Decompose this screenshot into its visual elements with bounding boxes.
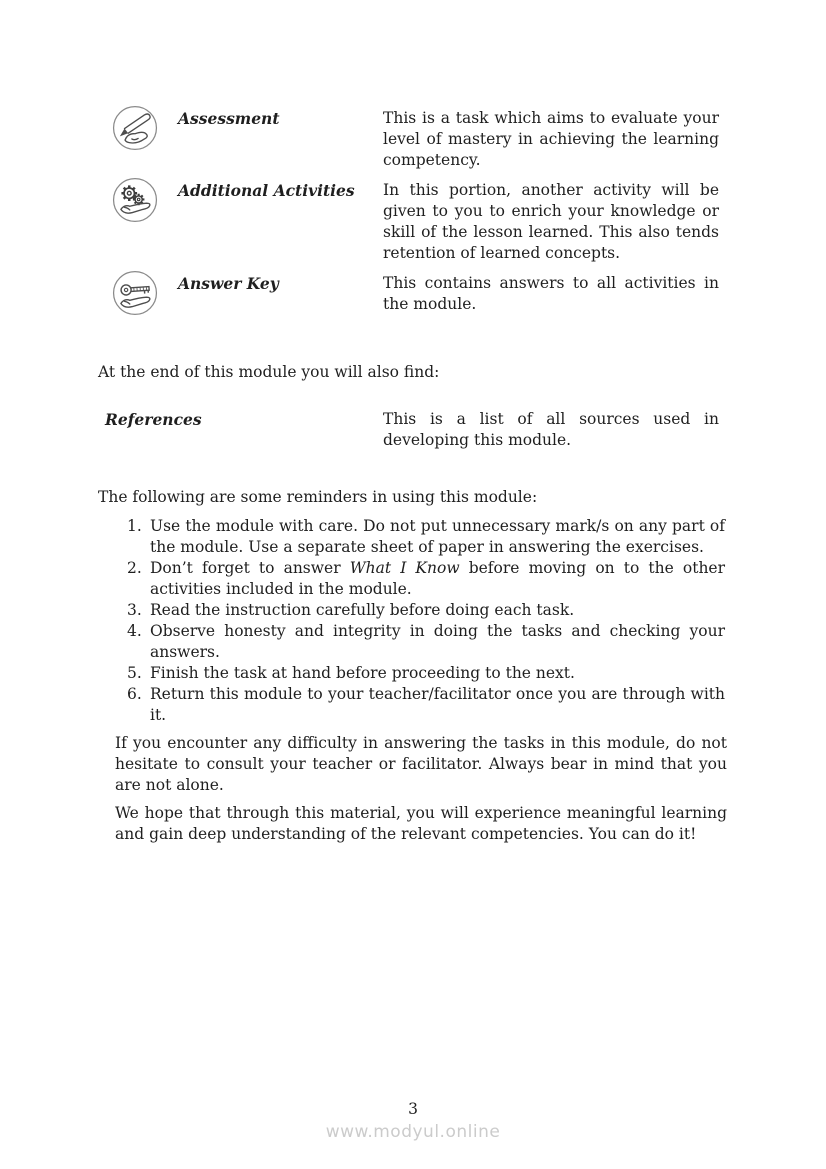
closing-paragraph: If you encounter any difficulty in answering the tasks in this module, do not hesitate to consult your teacher or facilitator. Always bear in mind that you are not alone.: [115, 734, 727, 794]
list-item-number: 3.: [127, 601, 142, 619]
references-row: [98, 409, 719, 451]
list-item-text: Return this module to your teacher/facilitator once you are through with it.: [150, 685, 725, 724]
closing-paragraph: We hope that through this material, you will experience meaningful learning and gain deep understanding of the relevant competencies. You can do it!: [115, 804, 727, 843]
module-part-label: Assessment: [178, 109, 280, 128]
reminders-intro: The following are some reminders in using this module:: [98, 488, 538, 506]
key-on-hand-icon: [112, 270, 158, 316]
list-item-text: Use the module with care. Do not put unnecessary mark/s on any part of the module. Use a separate sheet of paper in answering the exercises.: [150, 517, 725, 556]
list-item: [127, 621, 725, 663]
module-parts-table: [98, 105, 727, 322]
module-part-row-additional-activities: [98, 177, 719, 264]
list-item: [127, 684, 725, 726]
icon-cell: [98, 177, 178, 229]
module-part-row-answer-key: [98, 270, 719, 322]
list-item-number: 5.: [127, 664, 142, 682]
module-part-label: Additional Activities: [178, 181, 355, 200]
watermark: www.modyul.online: [325, 1122, 501, 1142]
list-item-number: 1.: [127, 517, 142, 535]
icon-cell: [98, 270, 178, 322]
list-item-text-segment: Don’t forget to answer: [150, 559, 350, 577]
module-part-description: This is a task which aims to evaluate your level of mastery in achieving the learning competency.: [383, 109, 719, 169]
page-content: [98, 105, 727, 845]
module-part-description: This contains answers to all activities in the module.: [383, 274, 719, 313]
list-item-text: Read the instruction carefully before doing each task.: [150, 601, 575, 619]
reminders-list: [127, 516, 727, 726]
list-item: [127, 516, 725, 558]
list-item-italic-phrase: What I Know: [349, 559, 460, 577]
list-item-number: 6.: [127, 685, 142, 703]
list-item-text-segment: before moving on to the other activities included in the module.: [150, 559, 726, 598]
references-description: This is a list of all sources used in developing this module.: [383, 410, 719, 449]
list-item-text: [150, 558, 725, 600]
list-item: [127, 600, 725, 621]
module-part-row-assessment: [98, 105, 719, 171]
list-item-text: Observe honesty and integrity in doing the tasks and checking your answers.: [150, 622, 725, 661]
list-item-number: 4.: [127, 622, 142, 640]
icon-cell: [98, 105, 178, 157]
list-item: [127, 558, 725, 600]
page-number: 3: [408, 1100, 418, 1118]
module-part-description: In this portion, another activity will be given to you to enrich your knowledge or skill of the lesson learned. This also tends retention of learned concepts.: [383, 181, 719, 262]
module-part-label: Answer Key: [178, 274, 279, 293]
references-label: References: [105, 410, 202, 429]
writing-hand-icon: [112, 105, 158, 151]
gears-on-hand-icon: [112, 177, 158, 223]
also-find-intro: At the end of this module you will also find:: [98, 363, 440, 381]
list-item-text: Finish the task at hand before proceeding to the next.: [150, 664, 575, 682]
list-item-number: 2.: [127, 559, 142, 577]
list-item: [127, 663, 725, 684]
